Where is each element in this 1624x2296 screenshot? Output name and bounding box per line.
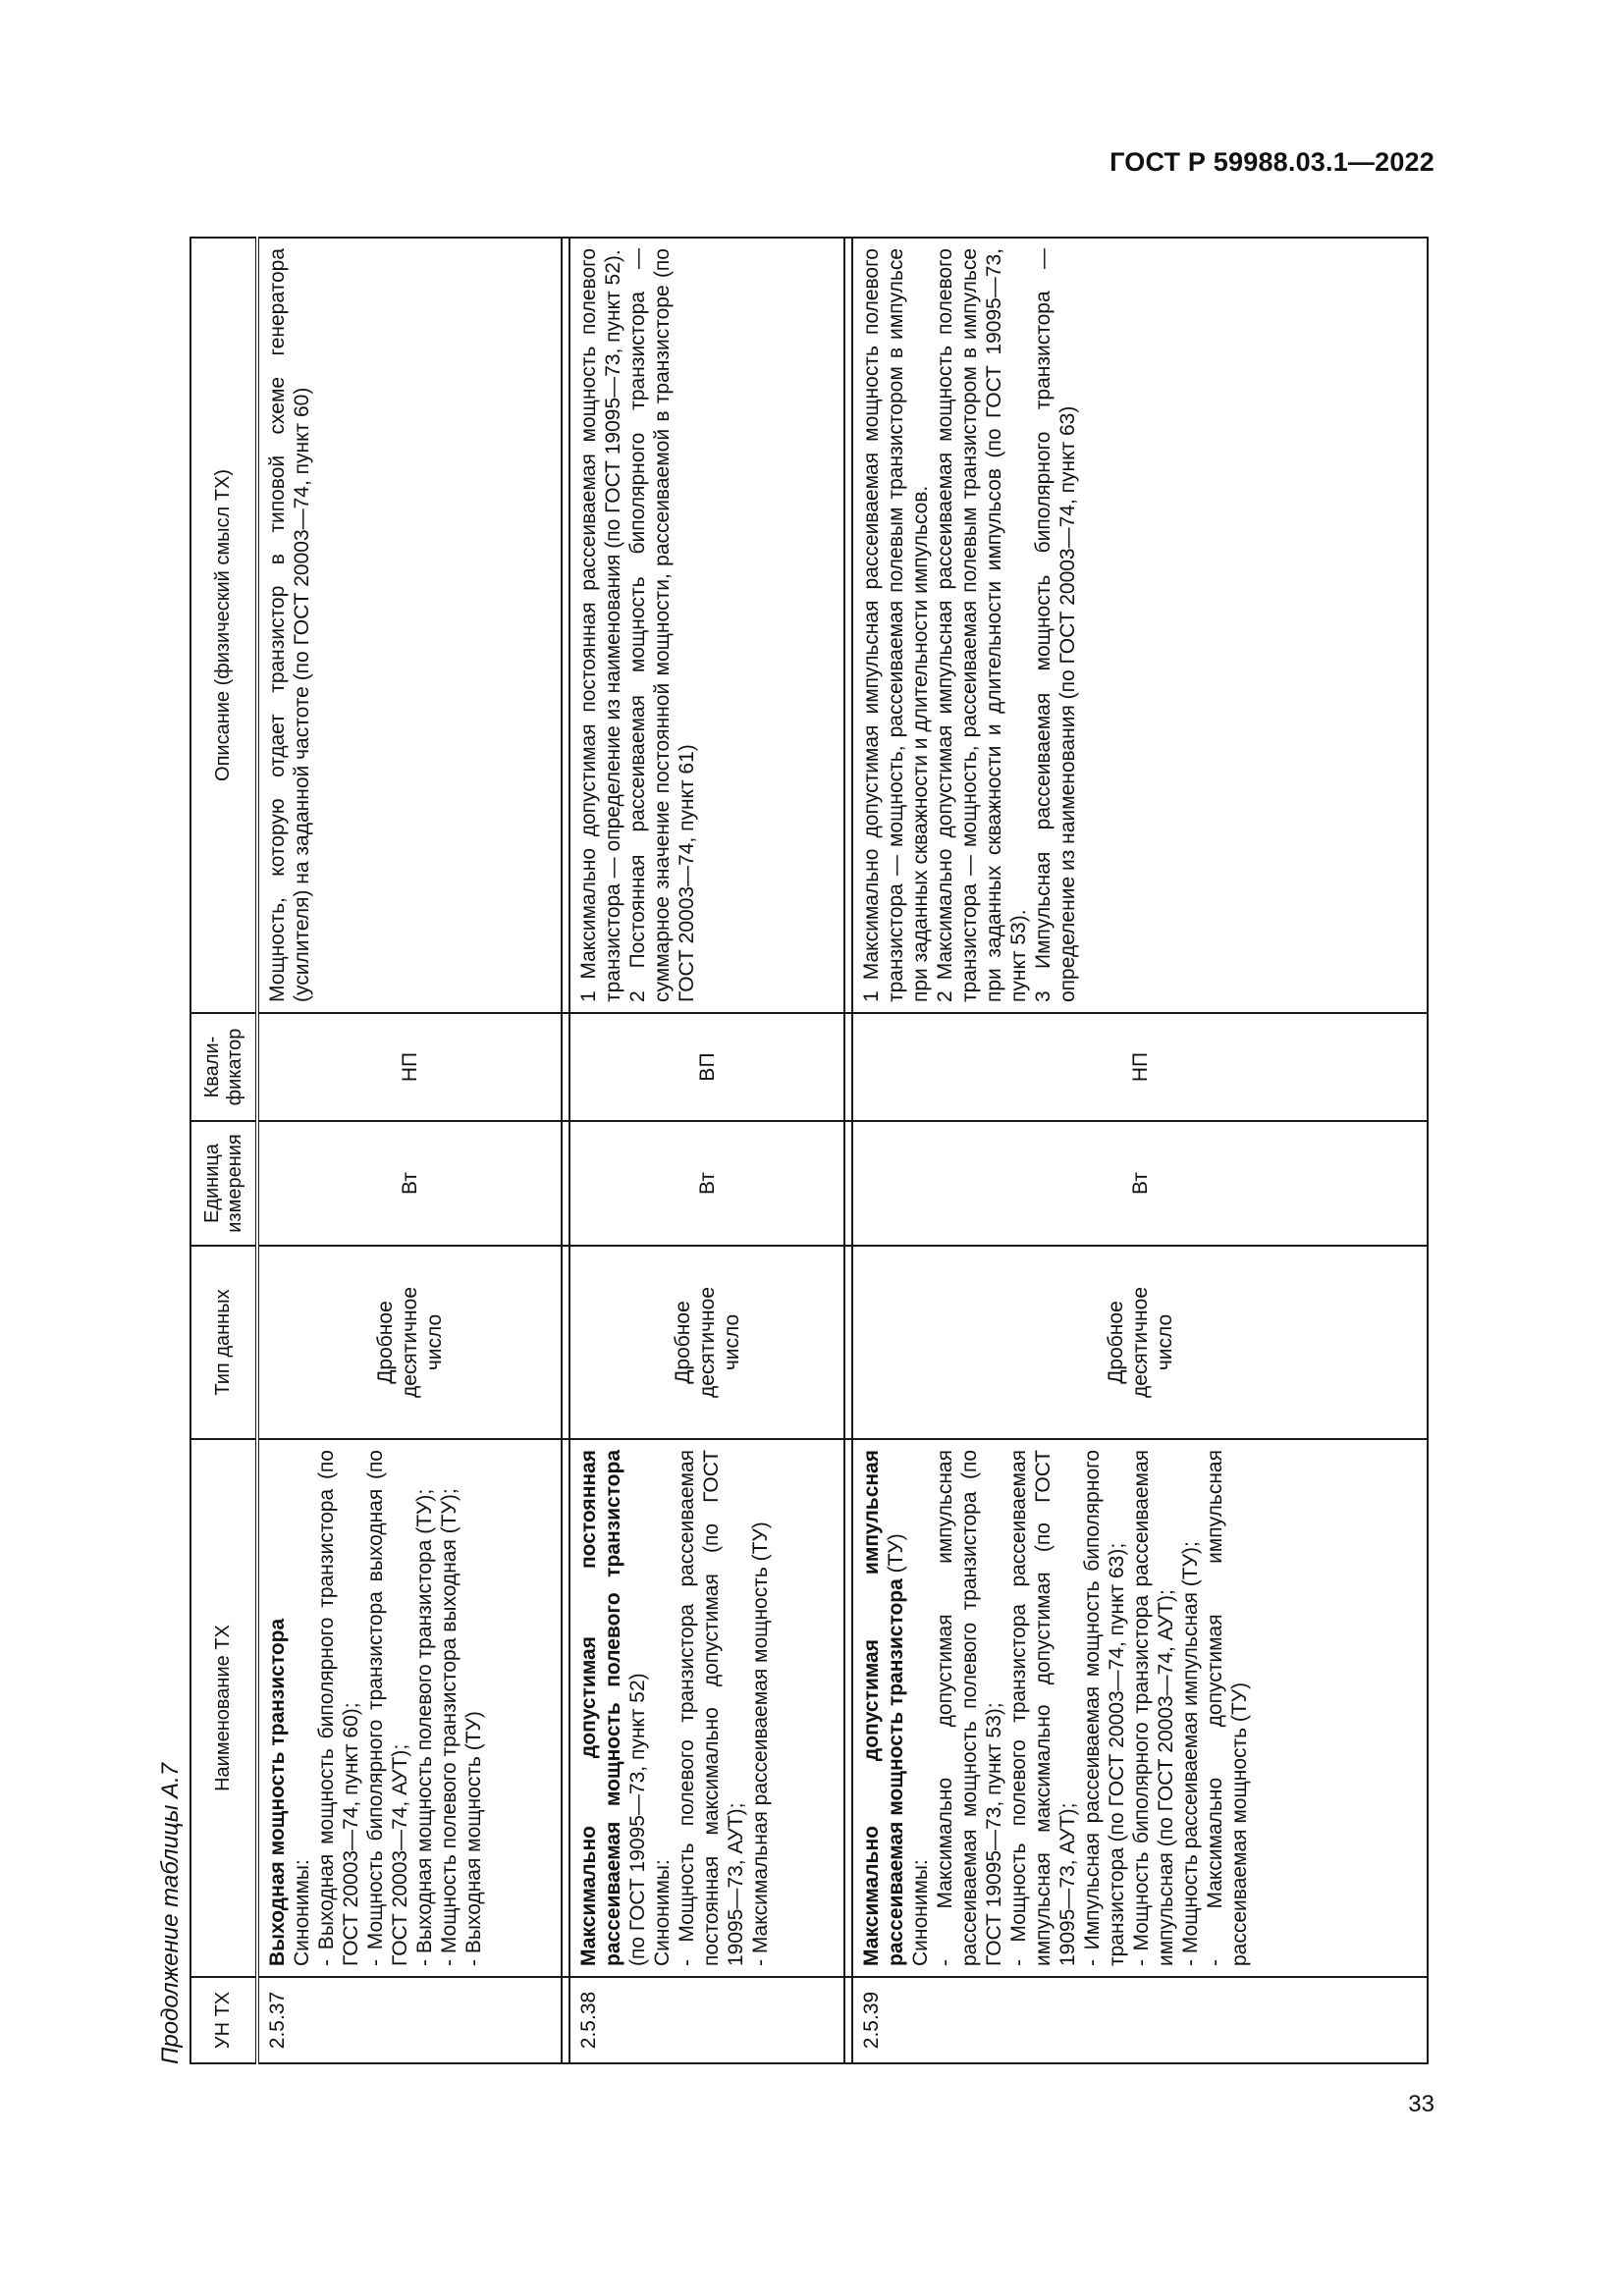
header-qualifier: Квали-фикатор: [190, 1013, 257, 1121]
row-name-cell: [852, 1439, 1428, 1977]
row-name-bold: Выходная мощность транзистора: [266, 1618, 289, 1966]
row-code: 2.5.39: [852, 1977, 1428, 2063]
row-unit: Вт: [569, 1121, 844, 1246]
synonym-item: - Выходная мощность (ТУ): [462, 1711, 485, 1966]
header-description: Описание (физический смысл ТХ): [190, 238, 257, 1013]
description-paragraph: 1 Максимально допустимая постоянная рассеиваемая мощность полевого транзистора — определение из наименования (по ГОСТ 19095—73, пункт 52).: [577, 248, 624, 1002]
header-unit: Единица измерения: [190, 1121, 257, 1246]
row-code: 2.5.38: [569, 1977, 844, 2063]
synonym-item: - Максимальная рассеиваемая мощность (ТУ): [749, 1522, 772, 1966]
row-name-tail: (ТУ): [885, 1533, 907, 1579]
row-unit: Вт: [852, 1121, 1428, 1246]
row-separator: [844, 238, 852, 2063]
table-row: [257, 238, 562, 2063]
row-name-bold: Максимально допустимая импульсная рассеиваемая мощность транзистора: [860, 1450, 907, 1966]
row-qualifier: НП: [852, 1013, 1428, 1121]
synonym-item: - Мощность рассеиваемая импульсная (ТУ);: [1179, 1541, 1202, 1966]
header-name: Наименование ТХ: [190, 1439, 257, 1977]
description-paragraph: 2 Максимально допустимая импульсная рассеиваемая мощность полевого транзистора — мощность, рассеиваемая полевым транзистором в импульсе при заданных скважности и длительности импульсов (по ГОСТ 19095—73, пункт 53).: [934, 248, 1030, 1002]
row-qualifier: НП: [257, 1013, 562, 1121]
description-paragraph: 3 Импульсная рассеиваемая мощность биполярного транзистора — определение из наименования (по ГОСТ 20003—74, пункт 63): [1032, 248, 1079, 1002]
synonym-item: - Выходная мощность биполярного транзистора (по ГОСТ 20003—74, пункт 60);: [315, 1450, 362, 1966]
row-description-cell: [257, 238, 562, 1013]
synonym-item: - Мощность биполярного транзистора рассеиваемая импульсная (по ГОСТ 20003—74, АУТ);: [1130, 1450, 1177, 1966]
table-row: [852, 238, 1428, 2063]
page-number: 33: [1408, 2091, 1435, 2117]
description-paragraph: Мощность, которую отдает транзистор в типовой схеме генератора (усилителя) на заданной частоте (по ГОСТ 20003—74, пункт 60): [266, 248, 313, 1002]
row-data-type: Дробное десятичное число: [852, 1246, 1428, 1439]
synonyms-label: Синонимы:: [291, 1859, 313, 1966]
row-name-tail: (по ГОСТ 19095—73, пункт 52): [626, 1673, 649, 1966]
header-type: Тип данных: [190, 1246, 257, 1439]
row-name-cell: [569, 1439, 844, 1977]
synonym-item: - Максимально допустимая импульсная рассеиваемая мощность полевого транзистора (по ГОСТ 19095—73, пункт 53);: [934, 1450, 1005, 1966]
row-qualifier: ВП: [569, 1013, 844, 1121]
synonyms-label: Синонимы:: [909, 1859, 932, 1966]
table-header-row: [190, 238, 257, 2063]
characteristics-table: [189, 237, 1429, 2064]
row-unit: Вт: [257, 1121, 562, 1246]
row-separator: [562, 238, 569, 2063]
rotated-table-block: [152, 239, 1429, 2064]
row-name-bold: Максимально допустимая постоянная рассеиваемая мощность полевого транзистора: [577, 1450, 624, 1966]
row-data-type: Дробное десятичное число: [569, 1246, 844, 1439]
row-description-cell: [852, 238, 1428, 1013]
table-caption: Продолжение таблицы А.7: [157, 1762, 184, 2064]
synonym-item: - Мощность биполярного транзистора выходная (по ГОСТ 20003—74, АУТ);: [364, 1450, 411, 1966]
row-code: 2.5.37: [257, 1977, 562, 2063]
description-paragraph: 2 Постоянная рассеиваемая мощность биполярного транзистора — суммарное значение постоянной мощности, рассеиваемой в транзисторе (по ГОСТ 20003—74, пункт 61): [626, 248, 698, 1002]
row-description-cell: [569, 238, 844, 1013]
synonym-item: - Мощность полевого транзистора рассеиваемая постоянная максимально допустимая (по ГОСТ 19095—73, АУТ);: [676, 1450, 747, 1966]
synonyms-label: Синонимы:: [651, 1859, 674, 1966]
row-name-cell: [257, 1439, 562, 1977]
table-row: [569, 238, 844, 2063]
row-data-type: Дробное десятичное число: [257, 1246, 562, 1439]
description-paragraph: 1 Максимально допустимая импульсная рассеиваемая мощность полевого транзистора — мощность, рассеиваемая полевым транзистором в импульсе при заданных скважности и длительности импульсов.: [860, 248, 932, 1002]
synonym-item: - Импульсная рассеиваемая мощность биполярного транзистора (по ГОСТ 20003—74, пункт 63);: [1081, 1450, 1128, 1966]
header-code: УН ТХ: [190, 1977, 257, 2063]
synonym-item: - Мощность полевого транзистора рассеиваемая импульсная максимально допустимая (по ГОСТ 19095—73, АУТ);: [1007, 1450, 1079, 1966]
document-code: ГОСТ Р 59988.03.1—2022: [1110, 147, 1435, 177]
synonym-item: - Мощность полевого транзистора выходная (ТУ);: [438, 1488, 460, 1966]
synonym-item: - Максимально допустимая импульсная рассеиваемая мощность (ТУ): [1204, 1450, 1251, 1966]
synonym-item: - Выходная мощность полевого транзистора (ТУ);: [413, 1488, 436, 1966]
